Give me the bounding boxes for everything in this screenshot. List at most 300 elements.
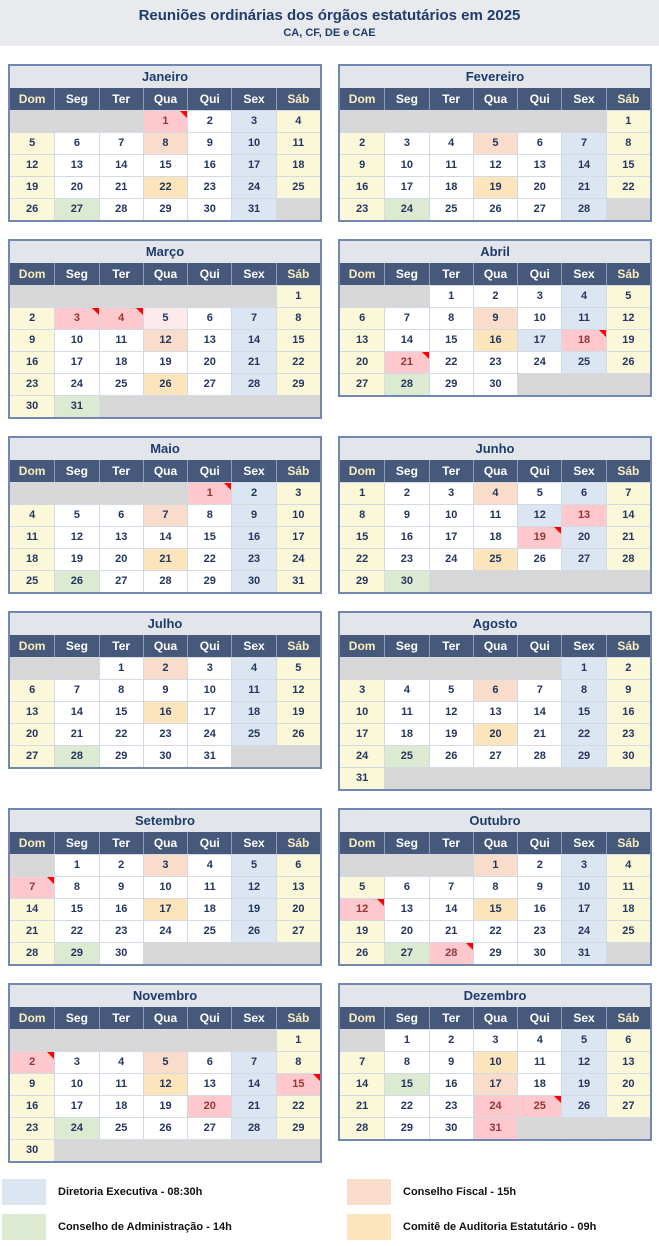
week-row	[340, 504, 650, 526]
day-cell	[473, 701, 517, 723]
day-cell	[54, 745, 98, 767]
comment-marker-icon	[47, 1052, 54, 1059]
day-number: 23	[26, 1122, 39, 1134]
day-number: 26	[577, 1100, 591, 1112]
day-cell[interactable]	[10, 876, 54, 898]
legend-item-diretoria-executiva	[2, 1179, 347, 1205]
day-cell	[384, 1073, 428, 1095]
day-cell	[143, 504, 187, 526]
day-number: 30	[26, 1144, 39, 1156]
day-cell	[517, 723, 561, 745]
week-row	[10, 1139, 320, 1161]
day-cell	[187, 1051, 231, 1073]
day-cell	[429, 373, 473, 395]
day-cell	[143, 723, 187, 745]
day-number: 6	[206, 1056, 213, 1068]
day-cell-empty	[606, 373, 650, 395]
day-cell	[606, 920, 650, 942]
day-number: 5	[492, 137, 499, 149]
day-cell	[429, 176, 473, 198]
day-number: 27	[292, 925, 305, 937]
month-title: Dezembro	[340, 985, 650, 1007]
day-number: 9	[118, 881, 125, 893]
day-number: 29	[356, 575, 369, 587]
day-number: 26	[622, 356, 635, 368]
weekday-header-row	[10, 460, 320, 482]
day-number: 12	[356, 903, 369, 915]
day-number: 1	[625, 115, 632, 127]
day-number: 4	[536, 1034, 543, 1046]
weekday-header: Seg	[54, 460, 98, 482]
day-cell	[187, 329, 231, 351]
day-cell	[473, 898, 517, 920]
day-number: 8	[448, 312, 455, 324]
day-cell	[231, 920, 275, 942]
day-number: 1	[403, 1034, 410, 1046]
day-cell-empty	[561, 767, 605, 789]
day-number: 1	[492, 859, 499, 871]
day-cell	[276, 482, 320, 504]
day-cell	[561, 504, 605, 526]
weekday-header-row	[340, 88, 650, 110]
day-cell	[143, 373, 187, 395]
day-number: 21	[577, 181, 591, 193]
weekday-header: Sex	[231, 635, 275, 657]
day-cell	[187, 132, 231, 154]
day-number: 14	[400, 334, 414, 346]
month-title: Maio	[10, 438, 320, 460]
day-number: 29	[400, 1122, 414, 1134]
comment-marker-icon	[313, 1074, 320, 1081]
day-cell	[561, 679, 605, 701]
day-cell-empty	[143, 482, 187, 504]
day-cell	[10, 198, 54, 220]
day-cell	[10, 679, 54, 701]
day-cell	[561, 285, 605, 307]
day-cell	[429, 198, 473, 220]
week-row	[10, 942, 320, 964]
week-row	[10, 351, 320, 373]
week-row	[340, 942, 650, 964]
weekday-header: Sex	[561, 263, 605, 285]
day-cell	[429, 876, 473, 898]
day-cell	[429, 351, 473, 373]
day-number: 31	[203, 750, 216, 762]
day-cell	[99, 548, 143, 570]
weekday-header: Qui	[187, 88, 231, 110]
day-cell[interactable]	[340, 898, 384, 920]
day-number: 18	[203, 903, 216, 915]
day-number: 21	[26, 925, 39, 937]
day-number: 8	[359, 509, 366, 521]
weekday-header: Seg	[384, 88, 428, 110]
day-cell	[187, 723, 231, 745]
day-number: 1	[295, 1034, 302, 1046]
day-cell	[606, 526, 650, 548]
day-number: 23	[203, 181, 216, 193]
day-cell	[276, 876, 320, 898]
week-row	[340, 110, 650, 132]
day-cell	[276, 701, 320, 723]
day-number: 22	[115, 728, 128, 740]
day-number: 4	[492, 487, 499, 499]
day-cell	[276, 570, 320, 592]
day-number: 24	[489, 1100, 502, 1112]
day-number: 15	[622, 159, 635, 171]
day-cell[interactable]	[517, 1095, 561, 1117]
day-number: 18	[115, 1100, 128, 1112]
day-cell	[187, 1117, 231, 1139]
day-number: 23	[445, 1100, 458, 1112]
day-cell	[340, 745, 384, 767]
day-cell	[517, 548, 561, 570]
day-number: 30	[203, 203, 216, 215]
day-cell[interactable]	[99, 307, 143, 329]
day-cell	[10, 504, 54, 526]
week-row	[10, 570, 320, 592]
week-row	[10, 1117, 320, 1139]
week-row	[10, 176, 320, 198]
weekday-header: Sex	[561, 832, 605, 854]
comment-marker-icon	[136, 308, 143, 315]
day-cell-empty	[517, 110, 561, 132]
week-row	[10, 1029, 320, 1051]
week-row	[10, 898, 320, 920]
day-number: 28	[247, 1122, 261, 1134]
day-number: 13	[70, 159, 84, 171]
month-outubro	[338, 808, 652, 966]
day-cell-empty	[340, 110, 384, 132]
week-row	[340, 701, 650, 723]
day-cell[interactable]	[429, 942, 473, 964]
day-cell-empty	[429, 767, 473, 789]
day-cell	[517, 285, 561, 307]
day-cell-empty	[384, 285, 428, 307]
month-abril	[338, 239, 652, 397]
day-number: 3	[295, 487, 302, 499]
day-number: 26	[70, 575, 84, 587]
day-number: 6	[295, 859, 302, 871]
weekday-header: Dom	[348, 639, 376, 653]
weekday-header: Qua	[143, 1007, 187, 1029]
week-row	[340, 1029, 650, 1051]
day-cell	[429, 701, 473, 723]
weekday-header: Sex	[561, 460, 605, 482]
day-cell	[276, 920, 320, 942]
day-cell[interactable]	[276, 1073, 320, 1095]
week-row	[10, 526, 320, 548]
day-number: 9	[448, 1056, 455, 1068]
day-cell	[231, 482, 275, 504]
day-cell	[384, 898, 428, 920]
legend-swatch-diretoria-executiva	[2, 1179, 46, 1205]
day-cell	[231, 570, 275, 592]
day-number: 2	[536, 859, 543, 871]
day-cell	[54, 854, 98, 876]
weekday-header: Ter	[429, 635, 473, 657]
day-cell	[384, 329, 428, 351]
day-cell-empty	[429, 570, 473, 592]
day-number: 18	[445, 181, 458, 193]
day-number: 5	[448, 684, 455, 696]
day-number: 13	[356, 334, 369, 346]
weekday-header: Sex	[231, 88, 275, 110]
week-row	[340, 1095, 650, 1117]
day-cell	[54, 701, 98, 723]
day-number: 10	[70, 334, 84, 346]
weekday-header: Qua	[473, 1007, 517, 1029]
month-title: Julho	[10, 613, 320, 635]
day-cell	[473, 307, 517, 329]
day-number: 30	[115, 947, 128, 959]
day-cell	[187, 701, 231, 723]
day-cell	[429, 1117, 473, 1139]
week-row	[10, 679, 320, 701]
day-cell	[517, 876, 561, 898]
day-number: 16	[203, 159, 216, 171]
day-cell-empty	[187, 1139, 231, 1161]
weekday-header: Dom	[18, 639, 46, 653]
day-cell	[276, 132, 320, 154]
day-number: 11	[401, 706, 413, 718]
day-number: 16	[622, 706, 635, 718]
weekday-header: Qui	[517, 1007, 561, 1029]
day-cell	[340, 679, 384, 701]
day-cell	[429, 1095, 473, 1117]
week-row	[10, 920, 320, 942]
day-cell	[561, 351, 605, 373]
day-cell-empty	[606, 198, 650, 220]
day-cell	[384, 701, 428, 723]
week-row	[340, 920, 650, 942]
day-cell	[473, 1073, 517, 1095]
week-row	[340, 898, 650, 920]
day-cell	[10, 1117, 54, 1139]
day-cell[interactable]	[187, 482, 231, 504]
week-row	[340, 657, 650, 679]
day-number: 6	[73, 137, 80, 149]
day-number: 1	[581, 662, 588, 674]
day-number: 8	[118, 684, 125, 696]
day-number: 3	[403, 137, 410, 149]
day-cell	[54, 526, 98, 548]
day-number: 1	[206, 487, 213, 499]
day-cell	[384, 1095, 428, 1117]
day-cell	[231, 898, 275, 920]
day-cell-empty	[10, 110, 54, 132]
day-cell-empty	[54, 285, 98, 307]
weekday-header: Qui	[517, 832, 561, 854]
day-cell	[99, 176, 143, 198]
day-number: 26	[292, 728, 305, 740]
day-number: 9	[403, 509, 410, 521]
day-number: 1	[73, 859, 80, 871]
day-number: 7	[625, 487, 632, 499]
day-number: 15	[292, 1078, 305, 1090]
day-cell	[561, 876, 605, 898]
day-number: 3	[359, 684, 366, 696]
day-number: 20	[577, 531, 591, 543]
day-number: 2	[625, 662, 632, 674]
page-subtitle: CA, CF, DE e CAE	[283, 27, 376, 39]
weekday-header: Seg	[384, 460, 428, 482]
day-cell	[143, 548, 187, 570]
day-cell[interactable]	[143, 110, 187, 132]
day-cell	[54, 351, 98, 373]
day-cell[interactable]	[561, 329, 605, 351]
day-cell	[473, 176, 517, 198]
week-row	[10, 548, 320, 570]
day-cell-empty	[473, 570, 517, 592]
weekday-header: Seg	[384, 832, 428, 854]
day-number: 2	[118, 859, 125, 871]
day-number: 24	[159, 925, 172, 937]
week-row	[340, 482, 650, 504]
day-cell-empty	[276, 942, 320, 964]
weekday-header: Qua	[143, 263, 187, 285]
day-number: 2	[403, 487, 410, 499]
day-number: 18	[489, 531, 502, 543]
day-cell[interactable]	[517, 526, 561, 548]
day-number: 25	[533, 1100, 546, 1112]
day-cell	[606, 482, 650, 504]
day-cell	[54, 373, 98, 395]
day-cell	[231, 329, 275, 351]
day-number: 5	[162, 312, 169, 324]
day-cell	[10, 329, 54, 351]
weekday-header: Sáb	[276, 460, 320, 482]
weekday-header: Sáb	[276, 263, 320, 285]
day-number: 8	[403, 1056, 410, 1068]
day-cell	[187, 351, 231, 373]
day-cell-empty	[99, 1139, 143, 1161]
week-row	[10, 1095, 320, 1117]
day-cell	[231, 1073, 275, 1095]
day-cell-empty	[143, 395, 187, 417]
day-cell	[276, 679, 320, 701]
day-cell	[143, 526, 187, 548]
day-number: 8	[295, 312, 302, 324]
day-number: 20	[533, 181, 546, 193]
weekday-header: Qui	[187, 263, 231, 285]
day-number: 11	[445, 159, 458, 171]
day-number: 16	[115, 903, 128, 915]
day-cell	[231, 351, 275, 373]
day-cell-empty	[429, 110, 473, 132]
day-number: 24	[533, 356, 546, 368]
day-number: 3	[206, 662, 213, 674]
day-cell	[340, 767, 384, 789]
day-number: 19	[247, 903, 261, 915]
day-number: 4	[581, 290, 588, 302]
day-cell	[10, 548, 54, 570]
day-number: 23	[26, 378, 39, 390]
day-number: 21	[400, 356, 414, 368]
day-number: 8	[206, 509, 213, 521]
day-number: 16	[489, 334, 502, 346]
day-number: 16	[445, 1078, 458, 1090]
day-cell	[10, 1095, 54, 1117]
day-cell-empty	[473, 767, 517, 789]
day-number: 28	[356, 1122, 369, 1134]
day-number: 4	[206, 859, 213, 871]
day-cell-empty	[143, 285, 187, 307]
day-number: 30	[445, 1122, 458, 1134]
weekday-header: Sex	[561, 635, 605, 657]
day-cell	[517, 920, 561, 942]
day-number: 28	[400, 378, 414, 390]
day-cell	[54, 176, 98, 198]
day-cell	[561, 1095, 605, 1117]
day-cell	[54, 876, 98, 898]
day-cell	[384, 482, 428, 504]
day-number: 11	[622, 881, 635, 893]
day-cell	[143, 351, 187, 373]
day-cell-empty	[517, 570, 561, 592]
day-number: 17	[577, 903, 591, 915]
day-number: 22	[577, 728, 591, 740]
day-cell[interactable]	[10, 1051, 54, 1073]
day-number: 25	[115, 1122, 128, 1134]
day-cell	[231, 373, 275, 395]
week-row	[340, 1073, 650, 1095]
day-cell	[429, 679, 473, 701]
day-number: 6	[206, 312, 213, 324]
week-row	[10, 110, 320, 132]
day-cell	[99, 898, 143, 920]
day-cell	[340, 198, 384, 220]
day-number: 19	[445, 728, 458, 740]
day-cell	[340, 723, 384, 745]
day-cell-empty	[99, 482, 143, 504]
week-row	[340, 548, 650, 570]
day-number: 7	[162, 509, 169, 521]
day-number: 14	[247, 334, 261, 346]
day-number: 11	[489, 509, 502, 521]
day-cell	[276, 854, 320, 876]
day-cell-empty	[54, 1029, 98, 1051]
day-cell	[606, 110, 650, 132]
day-number: 28	[159, 575, 172, 587]
day-number: 4	[295, 115, 302, 127]
day-number: 25	[400, 750, 414, 762]
weekday-header: Sáb	[276, 832, 320, 854]
day-cell-empty	[276, 395, 320, 417]
day-cell	[384, 176, 428, 198]
day-number: 18	[400, 728, 414, 740]
day-cell	[384, 154, 428, 176]
day-cell	[187, 1073, 231, 1095]
day-cell	[473, 679, 517, 701]
day-cell-empty	[384, 767, 428, 789]
day-cell	[54, 548, 98, 570]
day-cell[interactable]	[384, 351, 428, 373]
day-cell	[384, 723, 428, 745]
week-row	[10, 723, 320, 745]
day-cell	[231, 110, 275, 132]
day-cell[interactable]	[54, 307, 98, 329]
day-number: 21	[533, 728, 546, 740]
week-row	[340, 526, 650, 548]
day-cell	[54, 329, 98, 351]
day-number: 14	[247, 1078, 261, 1090]
day-cell-empty	[517, 767, 561, 789]
month-title: Março	[10, 241, 320, 263]
comment-marker-icon	[92, 308, 99, 315]
day-cell	[473, 548, 517, 570]
week-row	[340, 132, 650, 154]
day-number: 22	[292, 356, 305, 368]
